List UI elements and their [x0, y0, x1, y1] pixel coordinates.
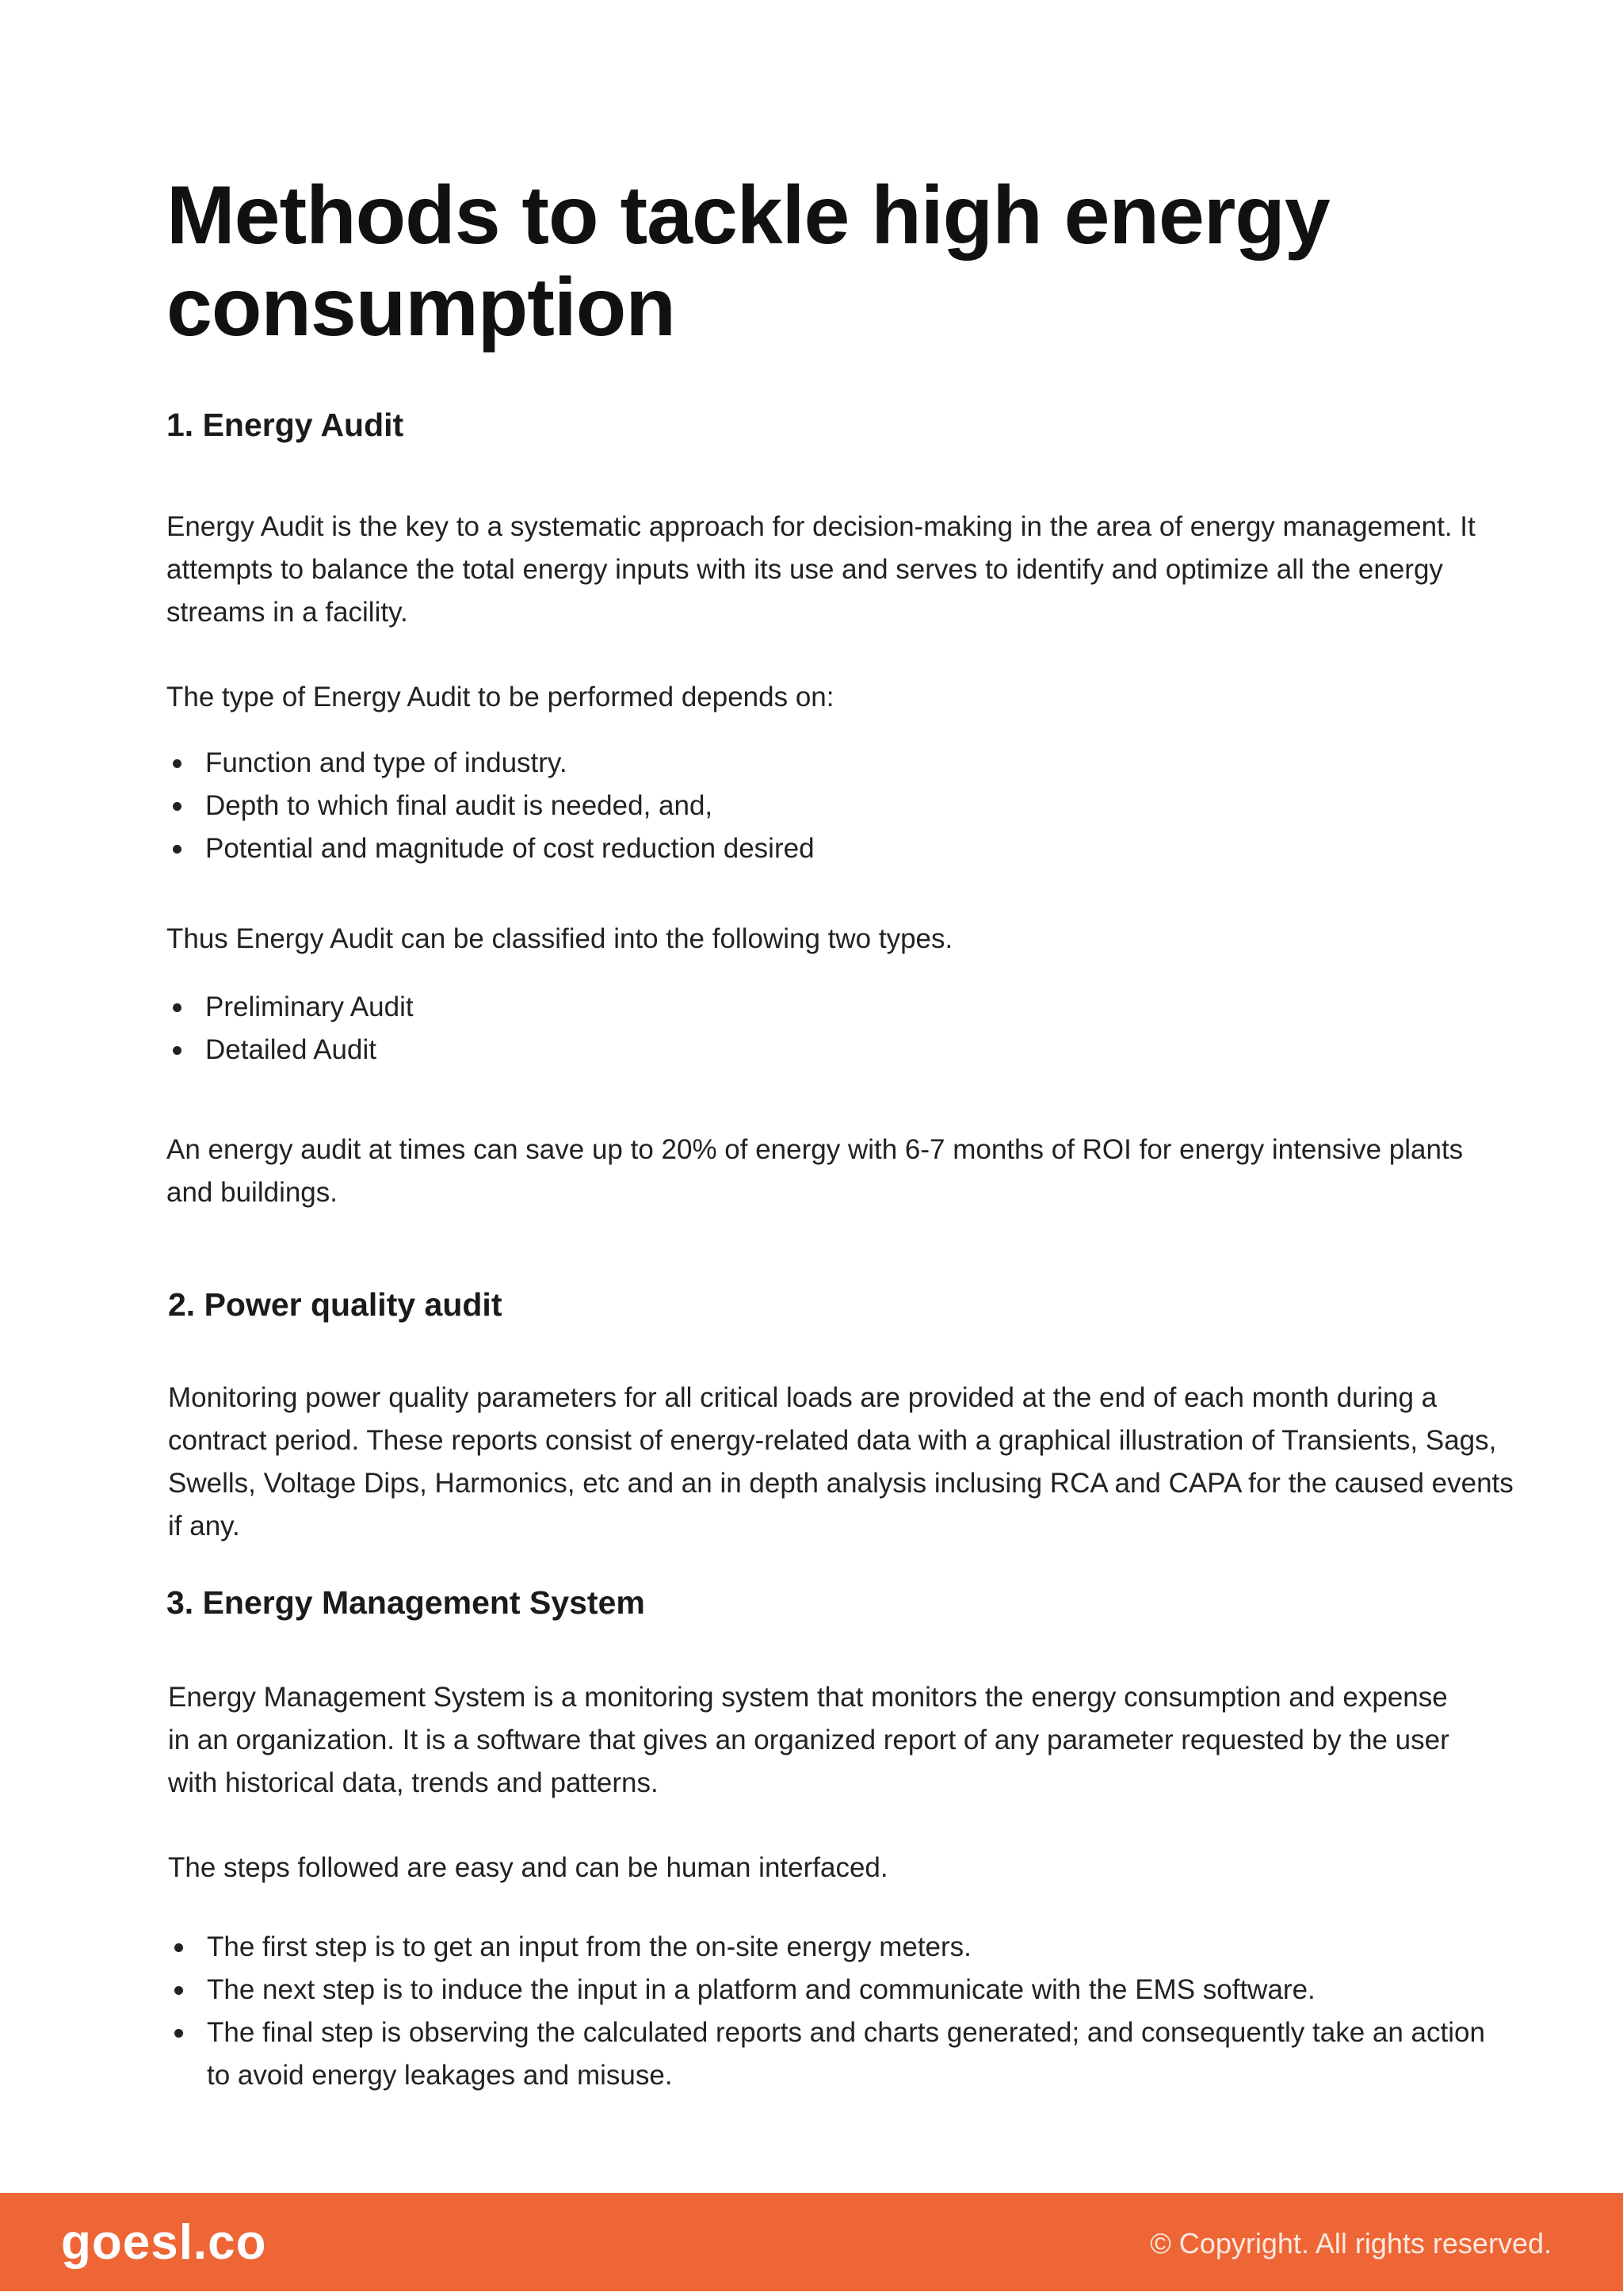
list-item: The first step is to get an input from the on-site energy meters.: [168, 1926, 1507, 1969]
energy-audit-intro-paragraph: Energy Audit is the key to a systematic approach for decision-making in the area of energy management. It attempts to balance the total energy inputs with its use and serves to identify and optimize all the energy streams in a facility.: [166, 511, 1476, 628]
audit-types-list: [166, 986, 1498, 1072]
page-title: Methods to tackle high energy consumption: [166, 170, 1330, 353]
list-item: The final step is observing the calculated reports and charts generated; and consequently take an action to avoid energy leakages and misuse.: [168, 2011, 1507, 2097]
list-item: Preliminary Audit: [166, 986, 1498, 1029]
power-quality-paragraph: Monitoring power quality parameters for all critical loads are provided at the end of each month during a contract period. These reports consist of energy-related data with a graphical illustration of Transients, Sags, Swells, Voltage Dips, Harmonics, etc and an in depth analysis inclusing RCA and CAPA for the caused events if any.: [168, 1382, 1514, 1541]
list-item: Function and type of industry.: [166, 742, 1498, 785]
section-heading-power-quality-audit: 2. Power quality audit: [168, 1286, 502, 1323]
copyright-text: © Copyright. All rights reserved.: [1150, 2227, 1552, 2260]
audit-types-paragraph: Thus Energy Audit can be classified into the following two types.: [166, 923, 953, 954]
list-item: The next step is to induce the input in a platform and communicate with the EMS software.: [168, 1969, 1507, 2011]
ems-intro-paragraph: Energy Management System is a monitoring system that monitors the energy consumption and expense in an organization. It is a software that gives an organized report of any parameter requested by the user with historical data, trends and patterns.: [168, 1682, 1449, 1798]
footer-bar: [0, 2193, 1623, 2291]
section-heading-energy-audit: 1. Energy Audit: [166, 407, 404, 443]
list-item: Detailed Audit: [166, 1029, 1498, 1072]
audit-depends-list: [166, 742, 1498, 870]
ems-steps-paragraph: The steps followed are easy and can be human interfaced.: [168, 1852, 888, 1883]
audit-savings-paragraph: An energy audit at times can save up to 20% of energy with 6-7 months of ROI for energy intensive plants and buildings.: [166, 1134, 1464, 1208]
section-heading-energy-management-system: 3. Energy Management System: [166, 1584, 645, 1621]
list-item: Potential and magnitude of cost reduction desired: [166, 827, 1498, 870]
brand-logo[interactable]: goesl.co: [61, 2215, 267, 2270]
list-item: Depth to which final audit is needed, and,: [166, 785, 1498, 827]
ems-steps-list: [168, 1926, 1507, 2097]
audit-depends-paragraph: The type of Energy Audit to be performed depends on:: [166, 682, 834, 712]
